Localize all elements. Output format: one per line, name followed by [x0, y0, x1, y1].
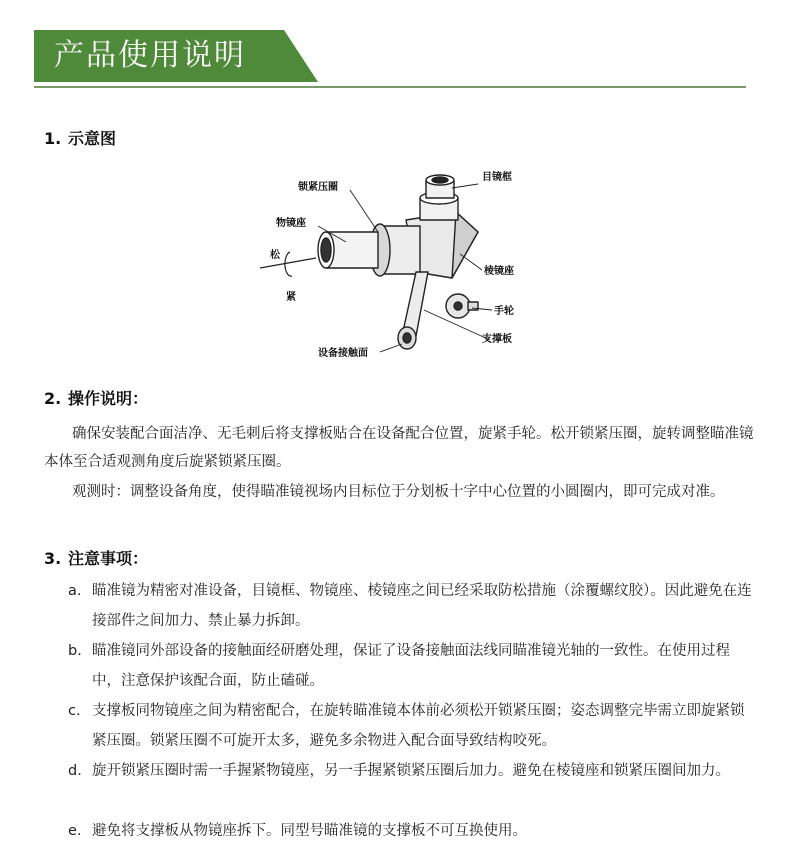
note-label: c. — [68, 703, 81, 719]
note-item — [68, 756, 756, 786]
operation-paragraph: 确保安装配合面洁净、无毛刺后将支撑板贴合在设备配合位置，旋紧手轮。松开锁紧压圈，旋转调整瞄准镜本体至合适观测角度后旋紧锁紧压圈。 — [44, 426, 754, 470]
section-heading-diagram: 1. 示意图 — [44, 129, 117, 148]
note-text: 避免将支撑板从物镜座拆下。同型号瞄准镜的支撑板不可互换使用。 — [92, 823, 527, 839]
note-item — [68, 696, 756, 756]
note-item — [68, 816, 756, 846]
note-text: 瞄准镜为精密对准设备，目镜框、物镜座、棱镜座之间已经采取防松措施（涂覆螺纹胶）。因此避免在连接部件之间加力、禁止暴力拆卸。 — [92, 583, 752, 629]
section-heading-operation: 2. 操作说明： — [44, 389, 149, 408]
label-tighten: 紧 — [286, 292, 296, 303]
label-eyepiece-frame: 目镜框 — [482, 172, 512, 183]
section-heading-notes: 3. 注意事项： — [44, 549, 149, 568]
note-label: d. — [68, 763, 82, 779]
label-loosen: 松 — [270, 250, 280, 261]
note-label: a. — [68, 583, 82, 599]
note-label: b. — [68, 643, 82, 659]
note-item — [68, 576, 756, 636]
note-item — [68, 636, 756, 696]
header-divider — [34, 86, 746, 88]
label-support-plate: 支撑板 — [482, 334, 512, 345]
note-text: 瞄准镜同外部设备的接触面经研磨处理，保证了设备接触面法线同瞄准镜光轴的一致性。在使用过程中，注意保护该配合面，防止磕碰。 — [92, 643, 730, 689]
scope-diagram — [256, 160, 540, 368]
page-title: 产品使用说明 — [54, 38, 246, 73]
note-text: 支撑板同物镜座之间为精密配合，在旋转瞄准镜本体前必须松开锁紧压圈；姿态调整完毕需立即旋紧锁紧压圈。锁紧压圈不可旋开太多，避免多余物进入配合面导致结构咬死。 — [92, 703, 745, 749]
label-prism-seat: 棱镜座 — [484, 266, 514, 277]
operation-paragraph: 观测时：调整设备角度，使得瞄准镜视场内目标位于分划板十字中心位置的小圆圈内，即可完成对准。 — [72, 484, 725, 500]
note-text: 旋开锁紧压圈时需一手握紧物镜座，另一手握紧锁紧压圈后加力。避免在棱镜座和锁紧压圈间加力。 — [92, 763, 730, 779]
label-hand-wheel: 手轮 — [494, 306, 514, 317]
note-label: e. — [68, 823, 82, 839]
label-objective-seat: 物镜座 — [276, 218, 306, 229]
label-contact-surface: 设备接触面 — [318, 348, 368, 359]
label-lock-ring: 锁紧压圈 — [298, 182, 338, 193]
